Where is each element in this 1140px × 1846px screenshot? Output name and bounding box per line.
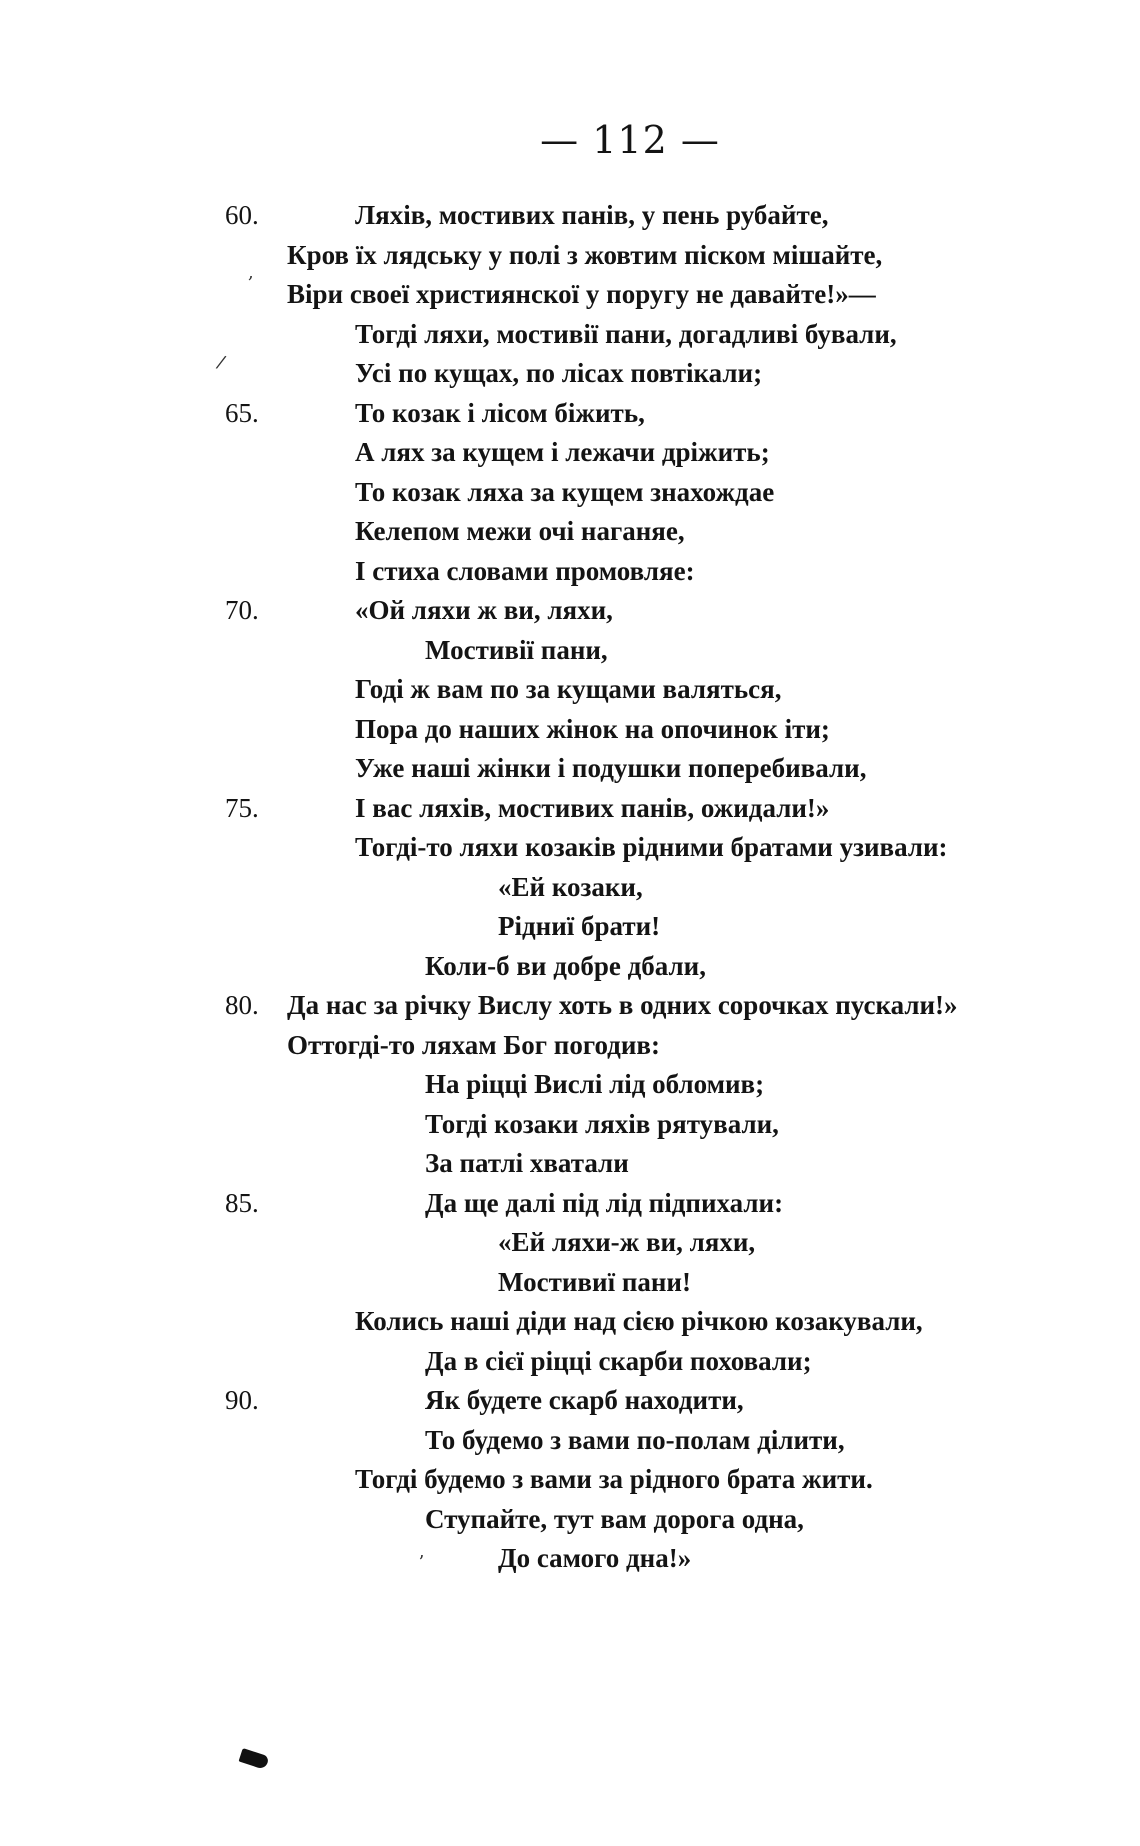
ink-blot — [239, 1748, 270, 1770]
poem-line — [225, 868, 1125, 908]
poem-line — [225, 1184, 1125, 1224]
line-text: На ріцці Вислі лід обломив; — [425, 1069, 765, 1099]
poem-line — [225, 473, 1125, 513]
line-text: Віри своеї християнскої у поругу не давайте!»— — [287, 279, 876, 309]
poem-line — [225, 670, 1125, 710]
poem-text — [225, 196, 1125, 1579]
poem-line — [225, 1342, 1125, 1382]
line-text: І стиха словами промовляе: — [355, 555, 695, 586]
line-text: Кров їх лядську у полі з жовтим піском мішайте, — [287, 239, 883, 270]
poem-line — [225, 1026, 1125, 1066]
poem-line — [225, 1460, 1125, 1500]
poem-line — [225, 1500, 1125, 1540]
poem-line — [225, 433, 1125, 473]
line-text: Да нас за річку Вислу хоть в одних сорочках пускали!» — [287, 990, 958, 1020]
line-text: Колись наші діди над сією річкою козакували, — [355, 1306, 923, 1336]
poem-line — [225, 512, 1125, 552]
line-text: То козак і лісом біжить, — [355, 397, 645, 428]
line-text: Мостивиї пани! — [498, 1266, 691, 1297]
poem-line — [225, 947, 1125, 987]
poem-line — [225, 1105, 1125, 1145]
line-text: «Ей козаки, — [498, 871, 643, 902]
poem-line — [225, 354, 1125, 394]
line-number: 80. — [225, 990, 259, 1020]
line-text: Тогді будемо з вами за рідного брата жити. — [355, 1464, 873, 1494]
poem-line — [225, 789, 1125, 829]
poem-line — [225, 986, 1125, 1026]
poem-line — [225, 1144, 1125, 1184]
line-text: Рідниї брати! — [498, 911, 661, 941]
poem-line — [225, 710, 1125, 750]
line-text: Да в сієї ріцці скарби поховали; — [425, 1345, 812, 1376]
poem-line — [225, 236, 1125, 276]
poem-line — [225, 394, 1125, 434]
line-number: 65. — [225, 397, 259, 428]
ink-speck: ʼ — [418, 1552, 424, 1573]
poem-line — [225, 749, 1125, 789]
line-text: До самого дна!» — [498, 1543, 692, 1573]
ink-speck: / — [214, 351, 228, 374]
poem-line — [225, 275, 1125, 315]
poem-line — [225, 907, 1125, 947]
line-text: Да ще далі під лід підпихали: — [425, 1187, 784, 1218]
line-text: Келепом межи очі наганяе, — [355, 516, 685, 546]
poem-line — [225, 196, 1125, 236]
poem-line — [225, 1539, 1125, 1579]
line-text: Годі ж вам по за кущами валяться, — [355, 674, 782, 704]
poem-line — [225, 591, 1125, 631]
line-text: «Ой ляхи ж ви, ляхи, — [355, 595, 613, 625]
line-text: Уже наші жінки і подушки поперебивали, — [355, 753, 867, 783]
poem-line — [225, 828, 1125, 868]
line-text: Пора до наших жінок на опочинок іти; — [355, 713, 830, 744]
line-text: Ступайте, тут вам дорога одна, — [425, 1503, 804, 1534]
line-number: 90. — [225, 1385, 259, 1415]
line-text: Як будете скарб находити, — [425, 1385, 744, 1415]
poem-line — [225, 1223, 1125, 1263]
line-text: То будемо з вами по-полам ділити, — [425, 1424, 845, 1455]
line-text: Ляхів, мостивих панів, у пень рубайте, — [355, 200, 829, 230]
poem-line — [225, 1302, 1125, 1342]
line-text: А лях за кущем і лежачи дріжить; — [355, 437, 770, 467]
ink-speck: , — [248, 262, 254, 283]
line-text: Коли-б ви добре дбали, — [425, 950, 706, 981]
line-number: 70. — [225, 595, 259, 625]
line-number: 60. — [225, 200, 259, 230]
line-text: І вас ляхів, мостивих панів, ожидали!» — [355, 792, 830, 823]
line-text: Тогді ляхи, мостивії пани, догадливі бували, — [355, 318, 897, 349]
line-text: Мостивії пани, — [425, 634, 608, 665]
poem-line — [225, 1263, 1125, 1303]
poem-line — [225, 1381, 1125, 1421]
poem-line — [225, 631, 1125, 671]
line-text: То козак ляха за кущем знахождае — [355, 476, 775, 507]
line-number: 85. — [225, 1187, 259, 1218]
poem-line — [225, 315, 1125, 355]
poem-line — [225, 1065, 1125, 1105]
line-text: За патлі хватали — [425, 1148, 629, 1178]
line-text: Усі по кущах, по лісах повтікали; — [355, 358, 763, 388]
line-text: Тогді-то ляхи козаків рідними братами узивали: — [355, 832, 948, 862]
poem-line — [225, 552, 1125, 592]
page-number: — 112 — — [540, 118, 720, 162]
line-text: Оттогді-то ляхам Бог погодив: — [287, 1029, 660, 1060]
line-number: 75. — [225, 792, 259, 823]
poem-line — [225, 1421, 1125, 1461]
line-text: Тогді козаки ляхів рятували, — [425, 1108, 779, 1139]
line-text: «Ей ляхи-ж ви, ляхи, — [498, 1227, 756, 1257]
